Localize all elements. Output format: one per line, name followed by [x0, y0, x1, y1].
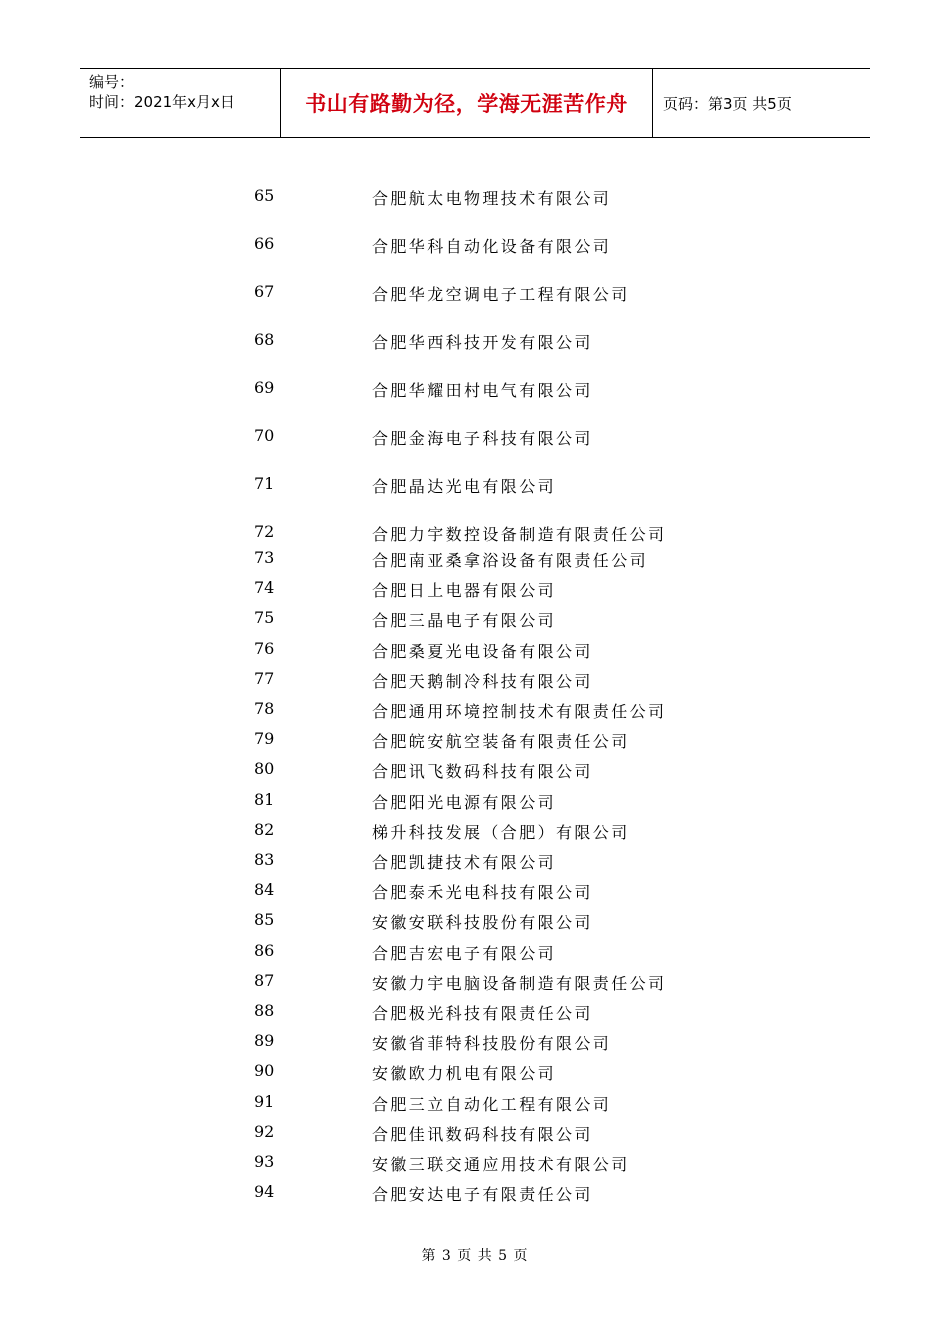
page-footer: 第 3 页 共 5 页	[421, 1248, 529, 1264]
company-name: 合肥桑夏光电设备有限公司	[372, 641, 593, 661]
list-item-number: 91	[254, 1091, 275, 1111]
list-item-number: 84	[254, 880, 275, 900]
list-item	[0, 1031, 950, 1055]
list-item-number: 67	[254, 282, 275, 301]
company-name: 合肥华科自动化设备有限公司	[372, 237, 612, 256]
list-item-number: 83	[254, 850, 275, 869]
list-item	[0, 1152, 950, 1176]
document-number-label: 编号：	[89, 73, 135, 91]
list-item	[0, 639, 950, 663]
list-item-number: 73	[254, 548, 275, 567]
list-item-number: 65	[254, 186, 275, 205]
list-item	[0, 820, 950, 844]
header-motto: 书山有路勤为径，学海无涯苦作舟	[281, 69, 653, 137]
list-item-number: 80	[254, 759, 275, 779]
company-name: 合肥通用环境控制技术有限责任公司	[372, 702, 667, 721]
company-name: 合肥金海电子科技有限公司	[372, 429, 593, 448]
list-item	[0, 880, 950, 904]
list-item	[0, 790, 950, 814]
list-item	[0, 426, 950, 450]
list-item	[0, 759, 950, 783]
company-name: 梯升科技发展（合肥）有限公司	[372, 822, 630, 842]
list-item-number: 87	[254, 970, 275, 990]
list-item	[0, 1092, 950, 1116]
list-item-number: 70	[254, 426, 275, 445]
company-name: 合肥南亚桑拿浴设备有限责任公司	[372, 551, 649, 570]
list-item-number: 81	[254, 789, 275, 809]
list-item	[0, 941, 950, 965]
list-item	[0, 234, 950, 258]
company-name: 安徽三联交通应用技术有限公司	[372, 1155, 630, 1174]
list-item	[0, 578, 950, 602]
company-name: 合肥极光科技有限责任公司	[372, 1004, 593, 1023]
list-item-number: 82	[254, 819, 275, 839]
list-item-number: 90	[254, 1061, 275, 1081]
company-name: 合肥吉宏电子有限公司	[372, 943, 557, 963]
company-name: 合肥阳光电源有限公司	[372, 792, 557, 812]
list-item	[0, 669, 950, 693]
list-item	[0, 1001, 950, 1025]
list-item-number: 66	[254, 234, 275, 253]
company-name: 合肥日上电器有限公司	[372, 581, 557, 601]
list-item	[0, 522, 950, 546]
company-name: 合肥晶达光电有限公司	[372, 477, 557, 496]
list-item	[0, 850, 950, 874]
list-item-number: 76	[254, 638, 275, 658]
list-item-number: 85	[254, 910, 275, 930]
company-name: 合肥讯飞数码科技有限公司	[372, 762, 593, 782]
company-name: 安徽欧力机电有限公司	[372, 1064, 557, 1084]
list-item-number: 94	[254, 1182, 275, 1202]
company-name: 合肥泰禾光电科技有限公司	[372, 883, 593, 903]
list-item	[0, 378, 950, 402]
list-item-number: 93	[254, 1152, 275, 1171]
company-name: 合肥力宇数控设备制造有限责任公司	[372, 525, 667, 544]
list-item	[0, 474, 950, 498]
list-item	[0, 608, 950, 632]
company-name: 合肥佳讯数码科技有限公司	[372, 1124, 593, 1144]
company-name: 合肥皖安航空装备有限责任公司	[372, 732, 630, 752]
list-item	[0, 1061, 950, 1085]
list-item	[0, 971, 950, 995]
list-item-number: 77	[254, 668, 275, 688]
list-item	[0, 910, 950, 934]
list-item	[0, 1182, 950, 1206]
list-item	[0, 282, 950, 306]
list-item-number: 68	[254, 330, 275, 349]
company-name: 合肥华耀田村电气有限公司	[372, 381, 593, 400]
company-name: 合肥华龙空调电子工程有限公司	[372, 285, 630, 304]
list-item	[0, 1122, 950, 1146]
document-time: 时间：2021年x月x日	[89, 93, 235, 111]
list-item	[0, 699, 950, 723]
company-name: 安徽省菲特科技股份有限公司	[372, 1034, 612, 1054]
company-name: 合肥三晶电子有限公司	[372, 611, 557, 631]
list-item	[0, 186, 950, 210]
list-item-number: 71	[254, 474, 275, 493]
list-item-number: 86	[254, 940, 275, 960]
list-item-number: 89	[254, 1031, 275, 1051]
page-header	[80, 68, 870, 138]
company-name: 合肥凯捷技术有限公司	[372, 853, 557, 872]
list-item-number: 69	[254, 378, 275, 397]
company-name: 合肥航太电物理技术有限公司	[372, 189, 612, 208]
list-item-number: 92	[254, 1121, 275, 1141]
list-item-number: 88	[254, 1001, 275, 1020]
company-name: 合肥三立自动化工程有限公司	[372, 1094, 612, 1114]
company-name: 合肥天鹅制冷科技有限公司	[372, 671, 593, 691]
company-name: 安徽安联科技股份有限公司	[372, 913, 593, 933]
list-item-number: 75	[254, 608, 275, 628]
list-item-number: 74	[254, 578, 275, 598]
header-page-info: 页码：第3页 共5页	[663, 94, 792, 113]
list-item	[0, 330, 950, 354]
list-item-number: 78	[254, 699, 275, 718]
list-item-number: 72	[254, 522, 275, 541]
list-item-number: 79	[254, 729, 275, 749]
company-name: 安徽力宇电脑设备制造有限责任公司	[372, 973, 667, 993]
header-meta	[80, 69, 281, 137]
company-name: 合肥华西科技开发有限公司	[372, 333, 593, 352]
list-item	[0, 729, 950, 753]
company-name: 合肥安达电子有限责任公司	[372, 1185, 593, 1205]
list-item	[0, 548, 950, 572]
